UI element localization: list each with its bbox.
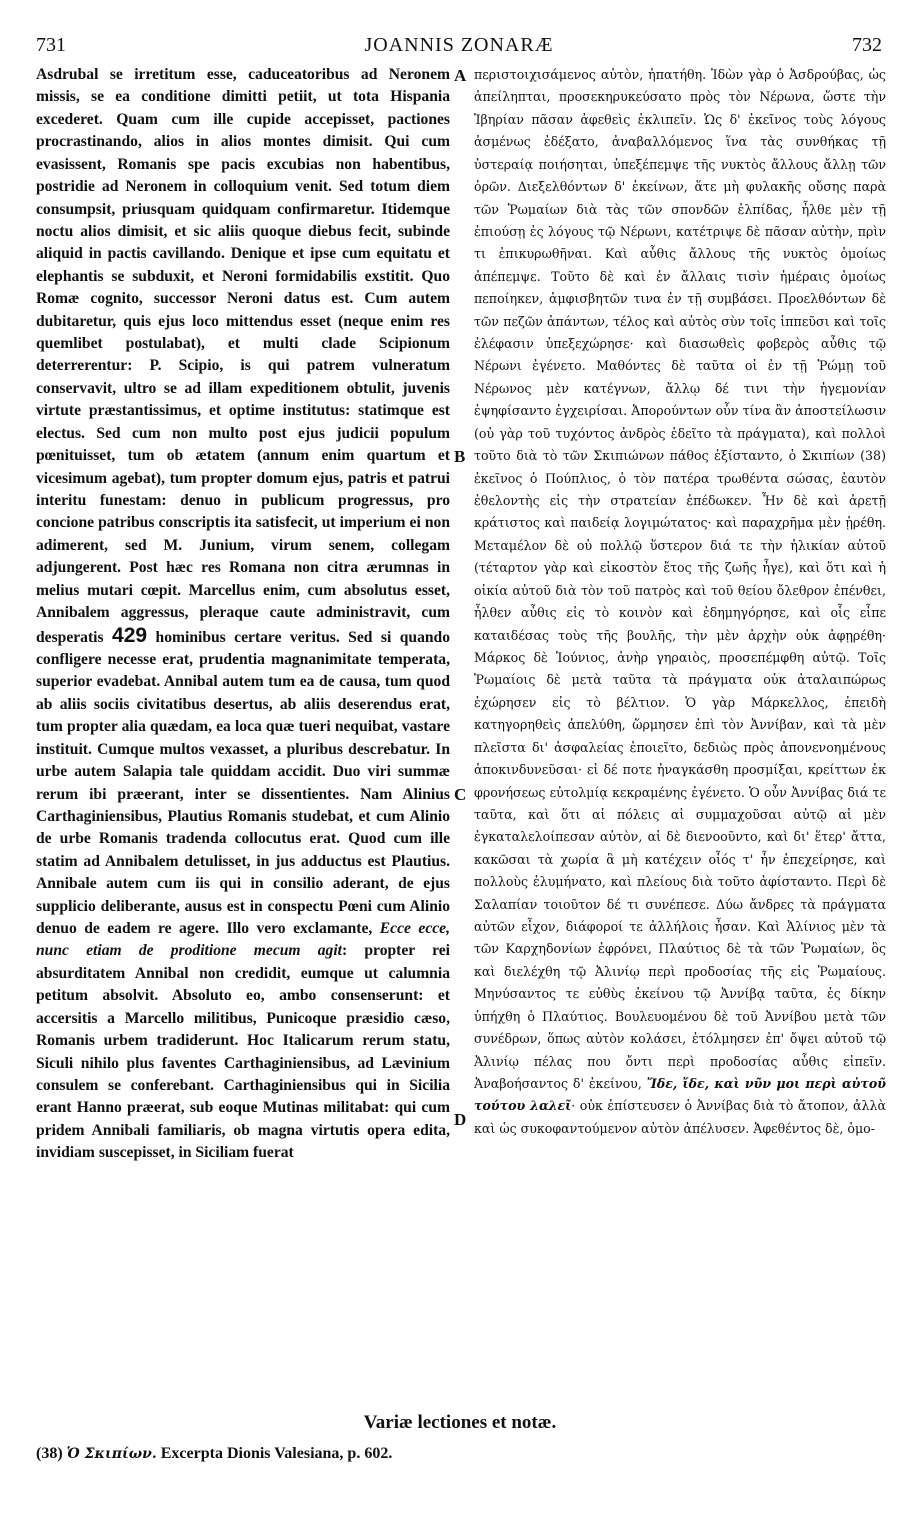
- margin-letter-b: B: [454, 447, 466, 466]
- footnote-reference[interactable]: (38): [860, 448, 886, 464]
- latin-text-3: : propter rei absurditatem Annibal non credidit, eumque ut calumnia petitum absolvit. Absoluto eo, ambo consenserunt: et accersitis a Marcello militibus, Punicoque præsidio cæso, Romanis urbem tradiderunt. Hoc Italicarum rerum statu, Siculi nihilo plus faventes Carthaginiensibus, ad Lævinium consulem se conferebant. Carthaginiensibus qui in Sicilia erant Hanno præerat, sub eoque Mutinas militabat: qui cum pridem Annibali familiaris, ob magna virtutis opera edita, invidiam suscepisset, in Siciliam fuerat: [36, 942, 450, 1162]
- greek-paragraph: [474, 64, 886, 1140]
- left-page-number: 731: [36, 34, 66, 56]
- footnote: [36, 1445, 882, 1463]
- marginal-page-number: 429: [112, 623, 148, 647]
- greek-quote: Ἴδε, ἴδε, καὶ νῦν μοι περὶ αὐτοῦ τούτου λαλεῖ: [474, 1075, 886, 1114]
- greek-text-1: περιστοιχισάμενος αὐτὸν, ἠπατήθη. Ἰδὼν γὰρ ὁ Ἀσδρούβας, ὡς ἀπείληπται, προσεκηρυκεύσατο πρὸς τὸν Νέρωνα, ὥστε τὴν Ἰβηρίαν πᾶσαν ἀφεθεὶς ἐκλιπεῖν. Ὡς δ' ἐκεῖνος τοὺς λόγους ἀσμένως ἐδέξατο, ἀναβαλλόμενος ἵνα τὰς συνθήκας τῇ ὑστεραίᾳ ποιήσηται, ὑπεξέπεμψε τῆς νυκτὸς ἄλλους ἄλλῃ τῶν ὀρῶν. Διεξελθόντων δ' ἐκείνων, ἅτε μὴ φυλακῆς οὔσης παρὰ τῶν Ῥωμαίων διὰ τὰς τῶν σπονδῶν ἐλπίδας, ἦλθε μὲν τῇ ἐπιούσῃ ἐς λόγους τῷ Νέρωνι, κατέτριψε δὲ πᾶσαν αὐτὴν, πρὶν τι ἐπικυρωθῆναι. Καὶ αὖθις ἄλλους τῆς νυκτὸς ὁμοίως ἀπέπεμψε. Τοῦτο δὲ καὶ ἐν ἄλλαις τισὶν ἡμέραις ὁμοίως πεποίηκεν, ἀμφισβητῶν τινα ἐν τῇ συμβάσει. Προελθόντων δὲ τῶν πεζῶν ἁπάντων, τέλος καὶ αὐτὸς σὺν τοῖς ἱππεῦσι καὶ τοῖς ἐλέφασιν ὑπεξεχώρησε· καὶ διασωθεὶς φοβερὸς αὖθις τῷ Νέρωνι ἐγένετο. Μαθόντες δὲ ταῦτα οἱ ἐν τῇ Ῥώμῃ τοῦ Νέρωνος μὲν κατέγνων, ἄλλῳ δέ τινι τὴν ἡγεμονίαν ἐψηφίσαντο ἐγχειρίσαι. Ἀπορούντων οὖν τίνα ἂν ἀποστείλωσιν (οὐ γὰρ τοῦ τυχόντος ἀνδρὸς ἐδεῖτο τὰ πράγματα), καὶ πολλοὶ τοῦτο διὰ τὸ τῶν Σκιπιώνων πάθος ἐξίσταντο, ὁ Σκιπίων: [474, 67, 886, 464]
- footnote-text: Excerpta Dionis Valesiana, p. 602.: [160, 1445, 393, 1462]
- latin-text-1: Asdrubal se irretitum esse, caduceatoribus ad Neronem missis, se ea conditione dimitti petiit, ut tota Hispania excederet. Quam cum ille cupide accepisset, pactiones procrastinando, alios in alios montes dimisit. Qui cum evasissent, Romanis spe pacis excubias non habentibus, postridie ad Neronem in colloquium venit. Sed totum diem consumpsit, priusquam quidquam confirmaretur. Itidemque noctu alios dimisit, et sic aliis quoque diebus fecit, subinde aliquid in pactis cavillando. Denique et ipse cum equitatu et elephantis se subduxit, et Neroni formidabilis exstitit. Quo Romæ cognito, successor Neroni datus est. Cum autem dubitaretur, quis ejus loco mittendus esset (neque enim res quemlibet postulabat), et multi clade Scipionum deterrerentur: P. Scipio, is qui patrem vulneratum conservavit, ultro se ad illam expeditionem obtulit, juvenis virtute præstantissimus, et optime institutus: statimque est electus. Sed cum non multo post ejus judicii populum pœnituisset, tum ob ætatem (annum enim quartum et vicesimum agebat), tum propter domum ejus, patris et patrui interitu funestam: denuo in publicum progressus, pro concione patribus conscriptis ita satisfecit, ut imperium ei non adimerent, sed M. Junium, virum senem, collegam adjungerent. Post hæc res Romana non citra ærumnas in melius mutari cœpit. Marcellus enim, cum absolutus esset, Annibalem aggressus, pleraque caute administravit, cum desperatis: [36, 66, 450, 646]
- right-page-number: 732: [852, 34, 882, 56]
- margin-letter-a: A: [454, 66, 467, 85]
- greek-text-3: · οὐκ ἐπίστευσεν ὁ Ἀννίβας διὰ τὸ ἄτοπον, ἀλλὰ καὶ ὡς συκοφαντούμενον αὐτὸν ἀπέλυσεν. Ἀφεθέντος δὲ, ὁμο-: [474, 1098, 887, 1136]
- greek-text-2: ἐκεῖνος ὁ Πούπλιος, ὁ τὸν πατέρα τρωθέντα σώσας, ἑαυτὸν ἐθελοντὴς εἰς τὴν στρατείαν ἐπέδωκεν. Ἦν δὲ καὶ ἀρετῇ κράτιστος καὶ παιδείᾳ λογιμώτατος· καὶ παραχρῆμα μὲν ᾑρέθη. Μεταμέλον δὲ οὐ πολλῷ ὕστερον διά τε τὴν ἡλικίαν αὐτοῦ (τέταρτον γὰρ καὶ εἰκοστὸν ἔτος τῆς ζωῆς ἦγε), καὶ ὅτι καὶ ἡ οἰκία αὐτοῦ διὰ τὸν τοῦ πατρὸς καὶ τοῦ θείου ὄλεθρον ἐπένθει, ἦλθεν αὖθις εἰς τὸ κοινὸν καὶ ἐδημηγόρησε, καὶ οἷς εἶπε καταιδέσας τοὺς τῆς βουλῆς, τὴν μὲν ἀρχὴν οὐκ ἀφῃρέθη· Μάρκος δὲ Ἰούνιος, ἀνὴρ γηραιὸς, προσεπέμφθη αὐτῷ. Τοῖς Ῥωμαίοις δὲ μετὰ ταῦτα τὰ πράγματα οὐκ ἀταλαιπώρως ἐχώρησεν εἰς τὸ βέλτιον. Ὁ γὰρ Μάρκελλος, ἐπειδὴ κατηγορηθεὶς ἀπελύθη, ὥρμησεν ἐπὶ τὸν Ἀννίβαν, καὶ τὰ μὲν πλεῖστα δι' ἀσφαλείας ἐποιεῖτο, δεδιὼς πρὸς ἀπονενοημένους ἀποκινδυνεῦσαι· εἰ δέ ποτε ἠναγκάσθη προσμίξαι, κρείττων ἐκ φρονήσεως εὐτολμίᾳ κεκραμένης ἐγένετο. Ὁ οὖν Ἀννίβας διά τε ταῦτα, καὶ ὅτι αἱ πόλεις αἱ συμμαχοῦσαι αὐτῷ αἱ μὲν ἐγκαταλελοίπεσαν αὐτὸν, αἱ δὲ διενοοῦντο, καὶ δι' ἕτερ' ἄττα, κακῶσαι τὰ χωρία ἃ μὴ κατέχειν οἷός τ' ἦν ἐπεχείρησε, καὶ πολλοὺς ἐλυμήνατο, καὶ πλείους διὰ τοῦτο ἀφίσταντο. Περὶ δὲ Σαλαπίαν τοιοῦτον δέ τι συνέπεσε. Δύω ἄνδρες τὰ πράγματα αὐτῶν εἶχον, διάφοροί τε ἀλλήλοις ἦσαν. Καὶ Ἀλίνιος μὲν τὰ τῶν Καρχηδονίων ἐφρόνει, Πλαύτιος δὲ τὰ τῶν Ῥωμαίων, ὃς καὶ διελέχθη τῷ Ἀλινίῳ περὶ προδοσίας τῆς εἰς Ῥωμαίους. Μηνύσαντος τε εὐθὺς ἐκείνου τῷ Ἀννίβᾳ ταῦτα, ἐς δίκην ὑπήχθη ὁ Πλαύτιος. Βουλευομένου δὲ τοῦ Ἀννίβου μετὰ τῶν συνέδρων, ὅπως αὐτὸν κολάσει, ἐτόλμησεν ἐπ' ὄψει αὐτοῦ τῷ Ἀλινίῳ πέλας που ὄντι περὶ προδοσίας αὖθις εἰπεῖν. Ἀναβοήσαντος δ' ἐκείνου,: [474, 470, 886, 1091]
- latin-quote: Ecce ecce, nunc etiam de proditione mecum agit: [36, 920, 450, 960]
- notes-heading: Variæ lectiones et notæ.: [363, 1412, 557, 1433]
- latin-text-2: hominibus certare veritus. Sed si quando confligere necesse erat, prudentia magnanimitate temperata, superior evadebat. Annibal autem tum ea de causa, tum quod ab aliis sociis civitatibus desertus, ab aliis deserendus erat, tum propter alia quædam, ea loca quæ tueri nequibat, vastare instituit. Cumque multos vexasset, a pluribus descrebatur. In urbe autem Salapia tale quiddam accidit. Duo viri summæ rerum ibi præerant, inter se dissentientes. Nam Alinius Carthaginiensibus, Plautius Romanis studebat, et cum Alinio de urbe Romanis tradenda collocutus erat. Quod cum ille statim ad Annibalem detulisset, in jus adductus est Plautius. Annibale autem cum iis qui in consilio aderant, de ejus supplicio deliberante, ausus est in conspectu Pœni cum Alinio denuo de eadem re agere. Illo vero exclamante,: [36, 628, 451, 938]
- footnote-number: (38): [36, 1445, 63, 1462]
- greek-column: [474, 64, 886, 1140]
- latin-paragraph: [36, 64, 450, 1165]
- margin-letter-c: C: [454, 785, 467, 804]
- footnote-greek: Ὁ Σκιπίων.: [66, 1446, 157, 1462]
- page-header: [36, 30, 882, 60]
- running-title: JOANNIS ZONARÆ: [364, 34, 554, 56]
- latin-column: [36, 64, 450, 1165]
- margin-letter-d: D: [454, 1110, 467, 1129]
